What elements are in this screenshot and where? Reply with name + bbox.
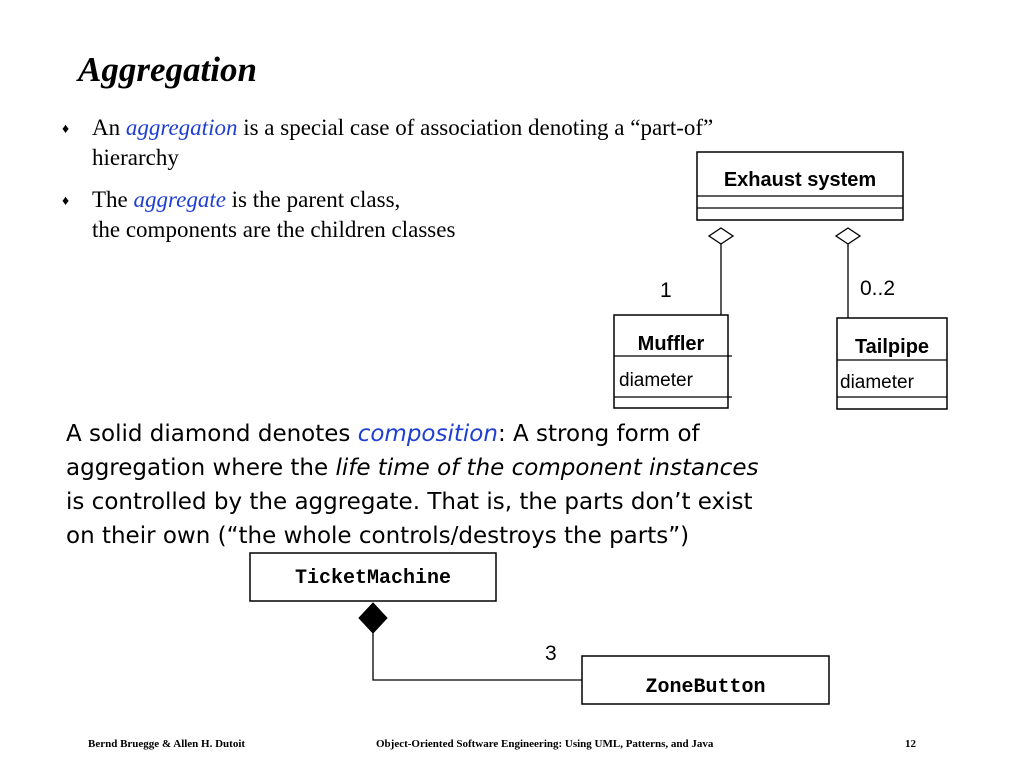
paragraph-text: aggregation where the: [66, 455, 336, 481]
muffler-box: [614, 315, 728, 408]
paragraph-text: is controlled by the aggregate. That is, the parts don’t exist: [66, 489, 753, 515]
bullet-2-line2: the components are the children classes: [92, 217, 456, 242]
exhaust-system-label: Exhaust system: [723, 169, 877, 191]
composition-diamond-icon: [359, 603, 387, 633]
bullet-diamond-icon: ♦: [62, 122, 70, 137]
muffler-label: Muffler: [637, 333, 705, 355]
ticketmachine-label: TicketMachine: [294, 567, 452, 590]
aggregation-diamond-icon: [709, 228, 733, 244]
tailpipe-multiplicity: 0..2: [860, 277, 896, 300]
bullet-1-post: is a special case of association denoting a “part-of”: [237, 115, 714, 140]
bullet-diamond-icon: ♦: [62, 194, 70, 209]
slide-title: Aggregation: [78, 50, 257, 89]
zonebutton-multiplicity: 3: [545, 642, 557, 665]
tailpipe-attribute: diameter: [840, 372, 914, 393]
zonebutton-label: ZoneButton: [645, 676, 766, 699]
bullet-2-pre: The: [92, 187, 134, 212]
paragraph-text: A solid diamond denotes: [66, 421, 358, 447]
lifetime-phrase: life time of the component instances: [335, 455, 759, 481]
aggregation-diamond-icon: [836, 228, 860, 244]
paragraph-text: on their own (“the whole controls/destroys the parts”): [66, 523, 690, 549]
muffler-multiplicity: 1: [660, 279, 672, 302]
composition-paragraph: [66, 417, 758, 553]
muffler-attribute: diameter: [619, 370, 693, 391]
footer-authors: Bernd Bruegge & Allen H. Dutoit: [88, 738, 246, 750]
bullet-1-term: aggregation: [125, 115, 238, 140]
bullet-2-term: aggregate: [133, 187, 226, 212]
bullet-2-post: is the parent class,: [225, 187, 401, 212]
bullet-1-line2: hierarchy: [92, 145, 179, 170]
footer-page-number: 12: [905, 738, 916, 750]
paragraph-text: : A strong form of: [497, 421, 700, 447]
footer-book-title: Object-Oriented Software Engineering: Using UML, Patterns, and Java: [376, 738, 714, 750]
bullet-1-pre: An: [92, 115, 126, 140]
composition-term: composition: [357, 421, 498, 447]
tailpipe-label: Tailpipe: [854, 336, 930, 358]
tailpipe-box: [837, 318, 947, 409]
